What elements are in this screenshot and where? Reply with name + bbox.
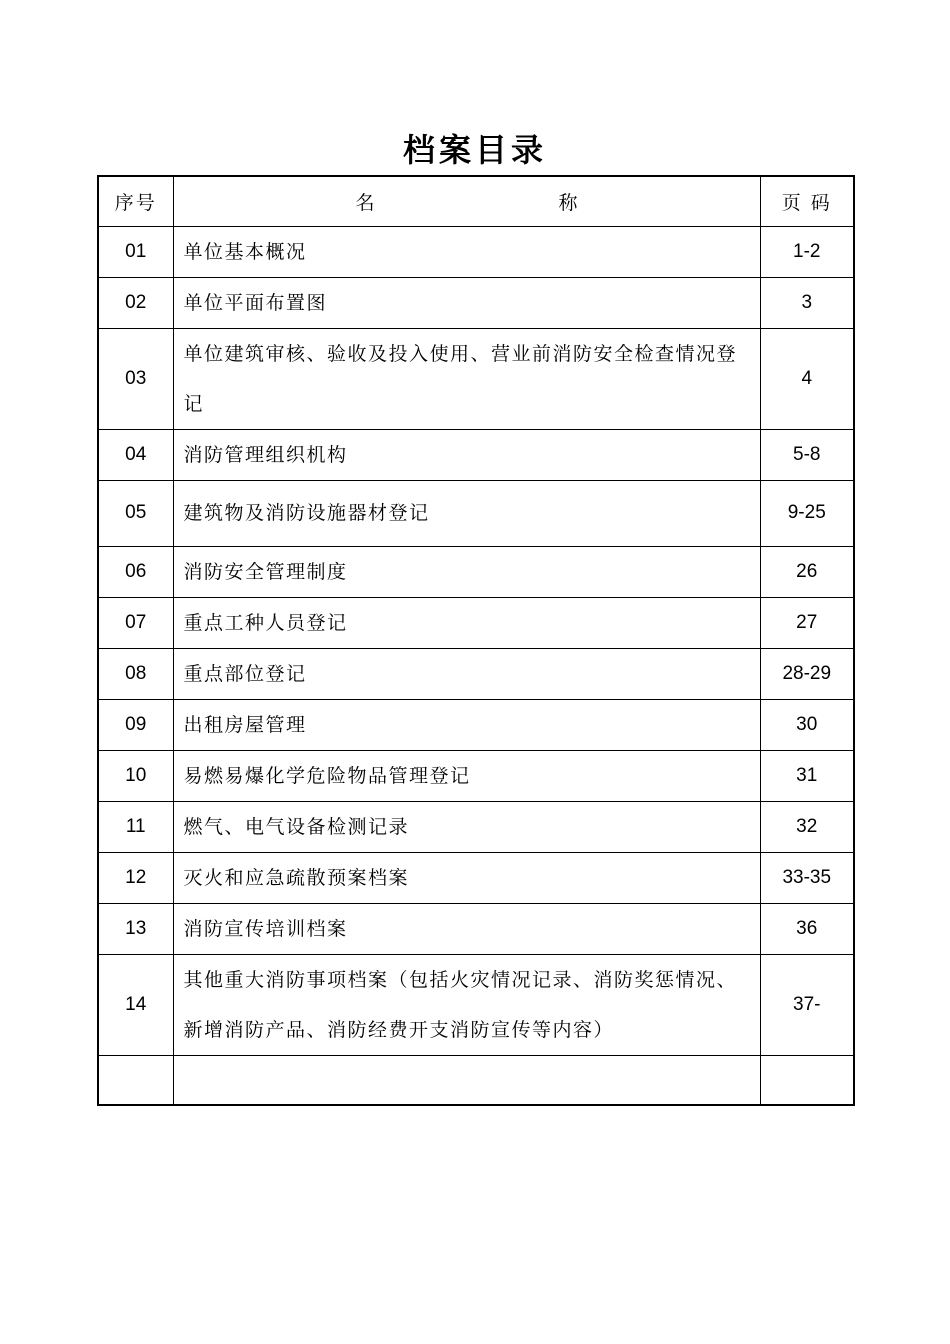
table-row (98, 480, 854, 546)
header-name-left: 名 (355, 191, 375, 214)
row-name: 单位平面布置图 (173, 277, 760, 328)
row-number: 11 (98, 801, 173, 852)
table-row (98, 226, 854, 277)
row-number: 04 (98, 429, 173, 480)
row-name: 灭火和应急疏散预案档案 (173, 852, 760, 903)
row-page: 28-29 (760, 648, 854, 699)
row-number: 06 (98, 546, 173, 597)
row-page: 33-35 (760, 852, 854, 903)
row-number: 02 (98, 277, 173, 328)
table-row (98, 597, 854, 648)
row-name: 消防安全管理制度 (173, 546, 760, 597)
row-page: 37- (760, 954, 854, 1055)
header-page-number: 页 码 (760, 176, 854, 226)
row-page: 5-8 (760, 429, 854, 480)
row-page (760, 1055, 854, 1105)
row-name: 重点部位登记 (173, 648, 760, 699)
row-number: 14 (98, 954, 173, 1055)
row-name: 消防宣传培训档案 (173, 903, 760, 954)
table-row (98, 954, 854, 1055)
row-number: 09 (98, 699, 173, 750)
row-name: 重点工种人员登记 (173, 597, 760, 648)
row-page: 9-25 (760, 480, 854, 546)
header-name (173, 176, 760, 226)
table-row (98, 801, 854, 852)
table-row (98, 546, 854, 597)
row-name (173, 1055, 760, 1105)
document-title: 档案目录 (402, 131, 547, 169)
row-name: 其他重大消防事项档案（包括火灾情况记录、消防奖惩情况、新增消防产品、消防经费开支消防宣传等内容） (173, 954, 760, 1055)
row-name: 易燃易爆化学危险物品管理登记 (173, 750, 760, 801)
row-name: 单位基本概况 (173, 226, 760, 277)
row-number: 01 (98, 226, 173, 277)
table-row (98, 277, 854, 328)
row-name: 单位建筑审核、验收及投入使用、营业前消防安全检查情况登记 (173, 328, 760, 429)
row-number: 12 (98, 852, 173, 903)
row-page: 26 (760, 546, 854, 597)
table-row (98, 699, 854, 750)
row-page: 30 (760, 699, 854, 750)
row-number (98, 1055, 173, 1105)
table-row (98, 328, 854, 429)
table-row (98, 852, 854, 903)
row-name: 消防管理组织机构 (173, 429, 760, 480)
table-row (98, 750, 854, 801)
row-number: 05 (98, 480, 173, 546)
header-name-right: 称 (558, 191, 578, 214)
row-page: 36 (760, 903, 854, 954)
row-name: 建筑物及消防设施器材登记 (173, 480, 760, 546)
row-name: 燃气、电气设备检测记录 (173, 801, 760, 852)
row-page: 1-2 (760, 226, 854, 277)
row-name: 出租房屋管理 (173, 699, 760, 750)
row-number: 10 (98, 750, 173, 801)
table-row-empty (98, 1055, 854, 1105)
header-serial-number: 序号 (98, 176, 173, 226)
row-page: 3 (760, 277, 854, 328)
row-number: 03 (98, 328, 173, 429)
table-row (98, 903, 854, 954)
table-header-row (98, 176, 854, 226)
row-number: 07 (98, 597, 173, 648)
row-page: 32 (760, 801, 854, 852)
row-number: 08 (98, 648, 173, 699)
table-row (98, 648, 854, 699)
table-row (98, 429, 854, 480)
row-number: 13 (98, 903, 173, 954)
row-page: 31 (760, 750, 854, 801)
contents-table (97, 175, 855, 1106)
row-page: 4 (760, 328, 854, 429)
row-page: 27 (760, 597, 854, 648)
